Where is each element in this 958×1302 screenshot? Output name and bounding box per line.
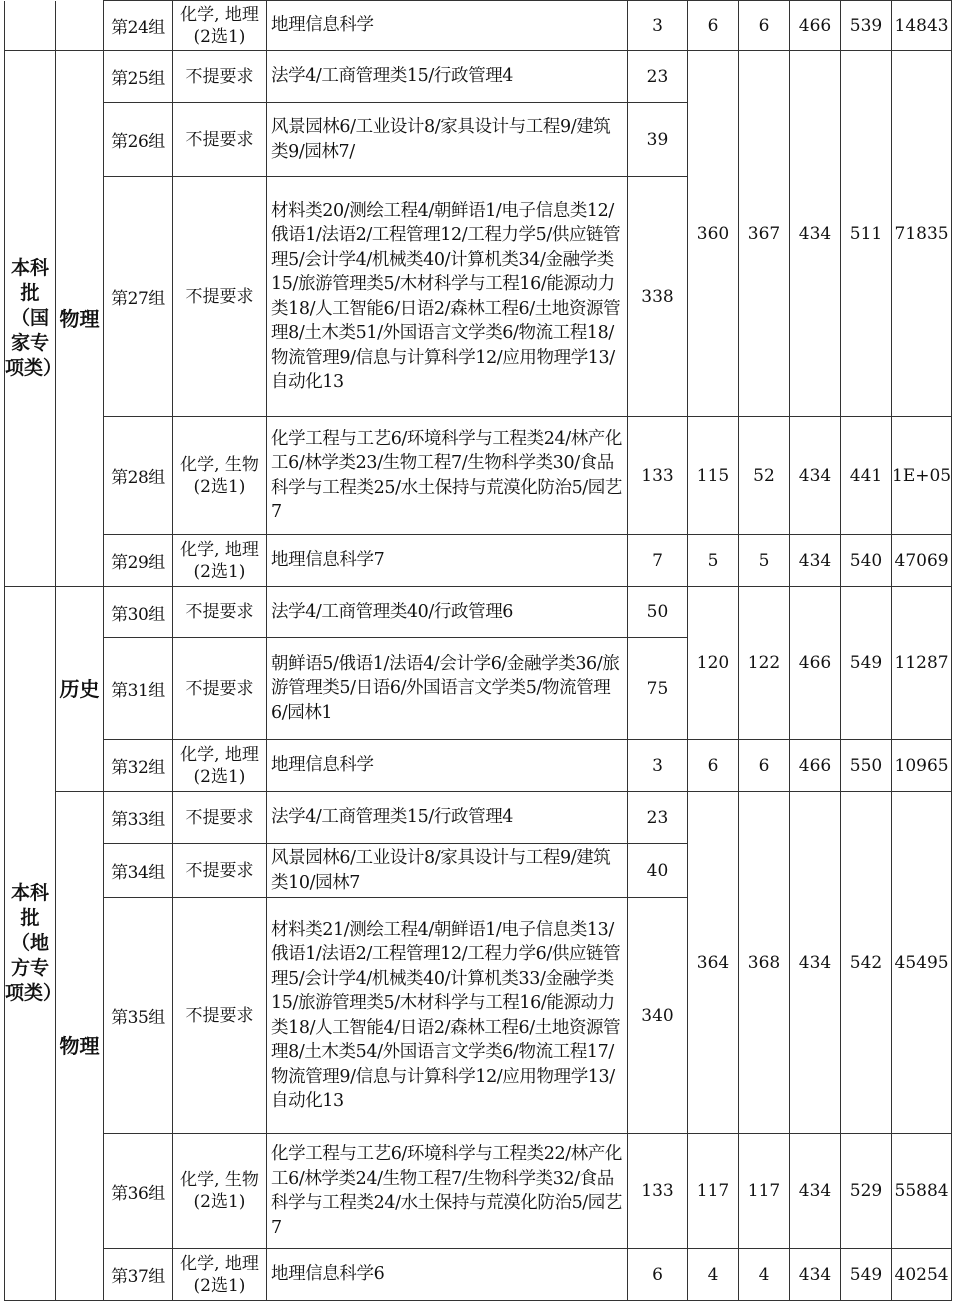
group-cell: 第29组 [104, 535, 173, 587]
plan-count-cell: 3 [628, 1, 688, 51]
merged-value-cell: 434 [790, 51, 841, 417]
table-row [5, 417, 952, 535]
value-cell: 52 [739, 417, 790, 535]
value-cell: 6 [739, 740, 790, 792]
merged-value-cell: 120 [688, 587, 739, 740]
majors-cell: 地理信息科学 [267, 740, 628, 792]
table-row [5, 51, 952, 103]
value-cell: 40254 [892, 1249, 952, 1301]
majors-cell: 风景园林6/工业设计8/家具设计与工程9/建筑类9/园林7/ [267, 103, 628, 177]
value-cell: 466 [790, 740, 841, 792]
requirement-cell: 不提要求 [173, 51, 267, 103]
merged-value-cell: 368 [739, 792, 790, 1134]
requirement-cell: 不提要求 [173, 792, 267, 844]
value-cell: 1E+05 [892, 417, 952, 535]
plan-count-cell: 50 [628, 587, 688, 638]
table-row [5, 740, 952, 792]
value-cell: 549 [841, 1249, 892, 1301]
majors-cell: 地理信息科学6 [267, 1249, 628, 1301]
merged-value-cell: 364 [688, 792, 739, 1134]
table-row [5, 792, 952, 844]
plan-count-cell: 39 [628, 103, 688, 177]
value-cell: 441 [841, 417, 892, 535]
requirement-cell: 不提要求 [173, 638, 267, 740]
majors-cell: 地理信息科学 [267, 1, 628, 51]
value-cell: 466 [790, 1, 841, 51]
admission-plan-table [4, 0, 952, 1301]
requirement-cell: 化学, 生物(2选1) [173, 417, 267, 535]
batch-label-national: 本科批（国家专项类） [5, 51, 56, 587]
plan-count-cell: 7 [628, 535, 688, 587]
batch-cell-continued [5, 1, 56, 51]
value-cell: 434 [790, 1249, 841, 1301]
value-cell: 47069 [892, 535, 952, 587]
group-cell: 第37组 [104, 1249, 173, 1301]
group-cell: 第26组 [104, 103, 173, 177]
merged-value-cell: 511 [841, 51, 892, 417]
value-cell: 4 [688, 1249, 739, 1301]
group-cell: 第35组 [104, 898, 173, 1134]
value-cell: 434 [790, 535, 841, 587]
requirement-cell: 不提要求 [173, 587, 267, 638]
group-cell: 第33组 [104, 792, 173, 844]
requirement-cell: 化学, 地理(2选1) [173, 740, 267, 792]
group-cell: 第27组 [104, 177, 173, 417]
value-cell: 10965 [892, 740, 952, 792]
majors-cell: 法学4/工商管理类40/行政管理6 [267, 587, 628, 638]
plan-count-cell: 75 [628, 638, 688, 740]
requirement-cell: 化学, 地理(2选1) [173, 535, 267, 587]
requirement-cell: 不提要求 [173, 177, 267, 417]
requirement-cell: 不提要求 [173, 103, 267, 177]
plan-count-cell: 340 [628, 898, 688, 1134]
merged-value-cell: 542 [841, 792, 892, 1134]
merged-value-cell: 122 [739, 587, 790, 740]
value-cell: 6 [688, 1, 739, 51]
subject-cell-continued [56, 1, 104, 51]
value-cell: 117 [739, 1134, 790, 1249]
plan-count-cell: 23 [628, 51, 688, 103]
majors-cell: 材料类20/测绘工程4/朝鲜语1/电子信息类12/俄语1/法语2/工程管理12/工程力学5/供应链管理5/会计学4/机械类40/计算机类34/金融学类15/旅游管理类5/木材科学与工程16/能源动力类18/人工智能6/日语2/森林工程6/土地资源管理8/土木类51/外国语言文学类6/物流工程18/物流管理9/信息与计算科学12/应用物理学13/自动化13 [267, 177, 628, 417]
value-cell: 550 [841, 740, 892, 792]
table-row [5, 1, 952, 51]
majors-cell: 朝鲜语5/俄语1/法语4/会计学6/金融学类36/旅游管理类5/日语6/外国语言文学类5/物流管理6/园林1 [267, 638, 628, 740]
value-cell: 117 [688, 1134, 739, 1249]
merged-value-cell: 466 [790, 587, 841, 740]
value-cell: 540 [841, 535, 892, 587]
value-cell: 529 [841, 1134, 892, 1249]
value-cell: 6 [688, 740, 739, 792]
merged-value-cell: 549 [841, 587, 892, 740]
plan-count-cell: 133 [628, 417, 688, 535]
group-cell: 第25组 [104, 51, 173, 103]
merged-value-cell: 360 [688, 51, 739, 417]
value-cell: 55884 [892, 1134, 952, 1249]
value-cell: 5 [688, 535, 739, 587]
group-cell: 第31组 [104, 638, 173, 740]
value-cell: 539 [841, 1, 892, 51]
requirement-cell: 不提要求 [173, 844, 267, 898]
merged-value-cell: 71835 [892, 51, 952, 417]
value-cell: 115 [688, 417, 739, 535]
batch-label-local: 本科批（地方专项类） [5, 587, 56, 1301]
table-row [5, 535, 952, 587]
requirement-cell: 不提要求 [173, 898, 267, 1134]
plan-count-cell: 6 [628, 1249, 688, 1301]
table-row [5, 1134, 952, 1249]
group-cell: 第24组 [104, 1, 173, 51]
plan-count-cell: 133 [628, 1134, 688, 1249]
merged-value-cell: 434 [790, 792, 841, 1134]
merged-value-cell: 45495 [892, 792, 952, 1134]
plan-count-cell: 338 [628, 177, 688, 417]
group-cell: 第36组 [104, 1134, 173, 1249]
majors-cell: 材料类21/测绘工程4/朝鲜语1/电子信息类13/俄语1/法语2/工程管理12/工程力学6/供应链管理5/会计学4/机械类40/计算机类33/金融学类15/旅游管理类5/木材科学与工程16/能源动力类18/人工智能4/日语2/森林工程6/土地资源管理8/土木类54/外国语言文学类6/物流工程17/物流管理9/信息与计算科学12/应用物理学13/自动化13 [267, 898, 628, 1134]
merged-value-cell: 367 [739, 51, 790, 417]
group-cell: 第32组 [104, 740, 173, 792]
requirement-cell: 化学, 生物(2选1) [173, 1134, 267, 1249]
majors-cell: 法学4/工商管理类15/行政管理4 [267, 792, 628, 844]
table-row [5, 587, 952, 638]
plan-count-cell: 40 [628, 844, 688, 898]
merged-value-cell: 11287 [892, 587, 952, 740]
subject-label-physics: 物理 [56, 51, 104, 587]
value-cell: 6 [739, 1, 790, 51]
majors-cell: 风景园林6/工业设计8/家具设计与工程9/建筑类10/园林7 [267, 844, 628, 898]
group-cell: 第34组 [104, 844, 173, 898]
subject-label-history: 历史 [56, 587, 104, 792]
group-cell: 第28组 [104, 417, 173, 535]
table-row [5, 1249, 952, 1301]
requirement-cell: 化学, 地理(2选1) [173, 1249, 267, 1301]
majors-cell: 地理信息科学7 [267, 535, 628, 587]
requirement-cell: 化学, 地理(2选1) [173, 1, 267, 51]
group-cell: 第30组 [104, 587, 173, 638]
subject-label-physics: 物理 [56, 792, 104, 1301]
plan-count-cell: 23 [628, 792, 688, 844]
majors-cell: 法学4/工商管理类15/行政管理4 [267, 51, 628, 103]
value-cell: 434 [790, 1134, 841, 1249]
majors-cell: 化学工程与工艺6/环境科学与工程类22/林产化工6/林学类24/生物工程7/生物科学类32/食品科学与工程类24/水土保持与荒漠化防治5/园艺7 [267, 1134, 628, 1249]
value-cell: 4 [739, 1249, 790, 1301]
value-cell: 5 [739, 535, 790, 587]
value-cell: 14843 [892, 1, 952, 51]
majors-cell: 化学工程与工艺6/环境科学与工程类24/林产化工6/林学类23/生物工程7/生物科学类30/食品科学与工程类25/水土保持与荒漠化防治5/园艺7 [267, 417, 628, 535]
plan-count-cell: 3 [628, 740, 688, 792]
value-cell: 434 [790, 417, 841, 535]
